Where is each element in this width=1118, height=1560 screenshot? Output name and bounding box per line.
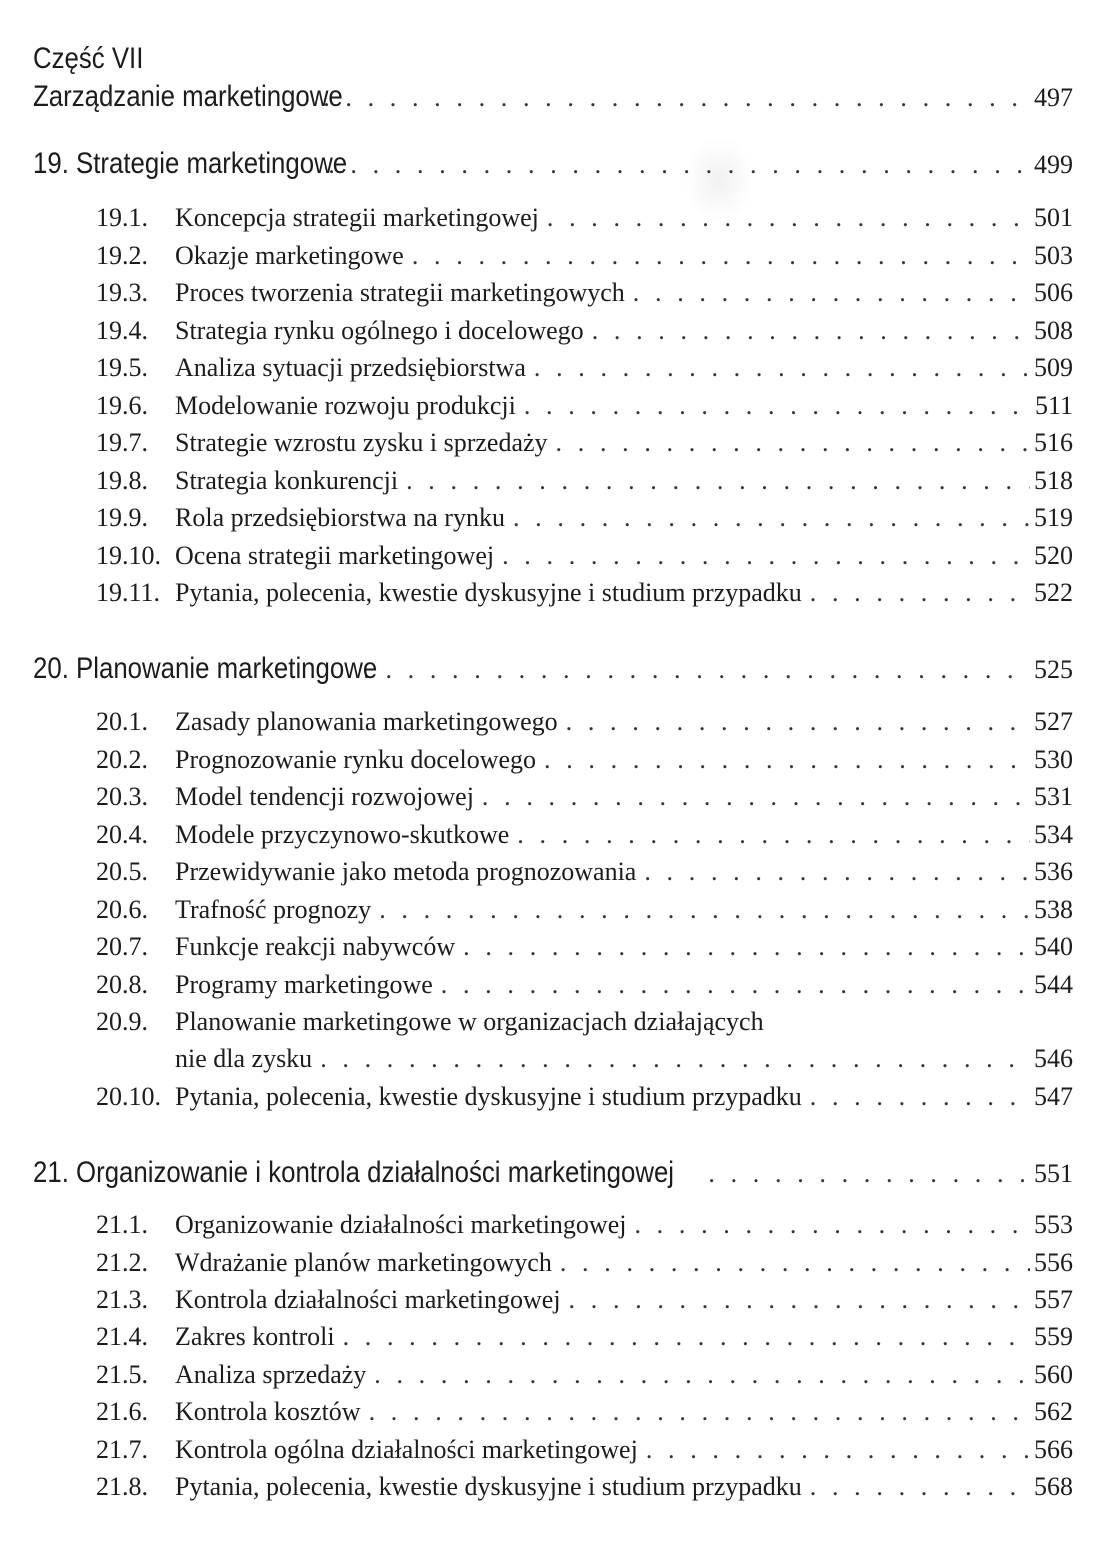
leader-dots xyxy=(569,1285,1030,1315)
leader-dots xyxy=(412,241,1030,271)
section-row-continuation xyxy=(175,1044,1073,1080)
section-row xyxy=(96,1082,1073,1118)
section-title: Strategia rynku ogólnego i docelowego xyxy=(175,316,584,345)
section-title: Zakres kontroli xyxy=(175,1322,335,1351)
section-title: Analiza sytuacji przedsiębiorstwa xyxy=(175,353,526,382)
section-row xyxy=(96,1360,1073,1396)
page-number: 540 xyxy=(1034,932,1073,961)
section-number: 19.10. xyxy=(96,541,161,570)
section-row xyxy=(96,745,1073,781)
page-number: 519 xyxy=(1034,503,1073,532)
chapter-row xyxy=(33,652,1073,692)
section-number: 21.3. xyxy=(96,1285,148,1314)
chapter-title: 21. Organizowanie i kontrola działalności marketingowej xyxy=(33,1156,675,1189)
page-number: 547 xyxy=(1034,1082,1073,1111)
section-number: 19.9. xyxy=(96,503,148,532)
section-title: Rola przedsiębiorstwa na rynku xyxy=(175,503,505,532)
section-number: 20.7. xyxy=(96,932,148,961)
chapter-row xyxy=(33,147,1073,187)
section-title: Zasady planowania marketingowego xyxy=(175,707,558,736)
section-number: 20.9. xyxy=(96,1007,148,1036)
section-title: Pytania, polecenia, kwestie dyskusyjne i studium przypadku xyxy=(175,578,802,607)
section-row xyxy=(96,241,1073,277)
section-row xyxy=(96,503,1073,539)
page-number: 503 xyxy=(1034,241,1073,270)
leader-dots xyxy=(810,1472,1030,1502)
section-number: 21.6. xyxy=(96,1397,148,1426)
page-number: 531 xyxy=(1034,782,1073,811)
page-number: 560 xyxy=(1034,1360,1073,1389)
page-number: 511 xyxy=(1034,391,1073,420)
leader-dots xyxy=(634,1210,1030,1240)
section-number: 19.6. xyxy=(96,391,148,420)
section-title: Strategie wzrostu zysku i sprzedaży xyxy=(175,428,548,457)
section-row xyxy=(96,278,1073,314)
leader-dots xyxy=(544,745,1030,775)
page-number: 546 xyxy=(1034,1044,1073,1073)
leader-dots xyxy=(566,707,1030,737)
page-number: 544 xyxy=(1034,970,1073,999)
leader-dots xyxy=(441,970,1030,1000)
page-number: 522 xyxy=(1034,578,1073,607)
section-title: Prognozowanie rynku docelowego xyxy=(175,745,537,774)
section-row xyxy=(96,466,1073,502)
leader-dots xyxy=(482,782,1030,812)
page-number: 536 xyxy=(1034,857,1073,886)
page-number: 534 xyxy=(1034,820,1073,849)
leader-dots xyxy=(810,578,1030,608)
section-number: 20.4. xyxy=(96,820,148,849)
leader-dots xyxy=(633,278,1030,308)
leader-dots xyxy=(534,353,1030,383)
leader-dots xyxy=(547,203,1030,233)
leader-dots xyxy=(374,1360,1030,1390)
section-row xyxy=(96,1397,1073,1433)
leader-dots xyxy=(556,428,1030,458)
section-row xyxy=(96,857,1073,893)
section-row xyxy=(96,391,1073,427)
leader-dots xyxy=(323,83,1030,113)
leader-dots xyxy=(517,820,1030,850)
section-title: Funkcje reakcji nabywców xyxy=(175,932,456,961)
chapter-title: 19. Strategie marketingowe xyxy=(33,147,348,180)
section-title: Programy marketingowe xyxy=(175,970,433,999)
section-title: Wdrażanie planów marketingowych xyxy=(175,1248,552,1277)
section-row xyxy=(96,782,1073,818)
page-number: 562 xyxy=(1034,1397,1073,1426)
page-number: 538 xyxy=(1034,895,1073,924)
section-title: Kontrola działalności marketingowej xyxy=(175,1285,561,1314)
part-title-row xyxy=(33,80,1073,120)
section-row xyxy=(96,316,1073,352)
section-number: 19.1. xyxy=(96,203,148,232)
leader-dots xyxy=(592,316,1030,346)
page-number: 499 xyxy=(1034,150,1073,179)
section-title: Okazje marketingowe xyxy=(175,241,404,270)
section-row xyxy=(96,1210,1073,1246)
leader-dots xyxy=(708,1159,1030,1189)
section-title: Pytania, polecenia, kwestie dyskusyjne i studium przypadku xyxy=(175,1082,802,1111)
section-title: Pytania, polecenia, kwestie dyskusyjne i studium przypadku xyxy=(175,1472,802,1501)
section-number: 21.1. xyxy=(96,1210,148,1239)
section-title: Planowanie marketingowe w organizacjach działających xyxy=(175,1007,764,1036)
part-title: Zarządzanie marketingowe xyxy=(33,80,343,113)
chapter-row xyxy=(33,1156,1073,1196)
section-title: Modele przyczynowo-skutkowe xyxy=(175,820,510,849)
section-number: 21.8. xyxy=(96,1472,148,1501)
page-number: 559 xyxy=(1034,1322,1073,1351)
section-number: 19.2. xyxy=(96,241,148,270)
section-number: 20.8. xyxy=(96,970,148,999)
section-row xyxy=(96,970,1073,1006)
page-number: 520 xyxy=(1034,541,1073,570)
section-number: 19.3. xyxy=(96,278,148,307)
section-number: 19.7. xyxy=(96,428,148,457)
leader-dots xyxy=(320,1044,1030,1074)
chapter-title: 20. Planowanie marketingowe xyxy=(33,652,378,685)
section-number: 19.11. xyxy=(96,578,161,607)
page-number: 497 xyxy=(1034,83,1073,112)
section-title: Przewidywanie jako metoda prognozowania xyxy=(175,857,637,886)
section-title: Trafność prognozy xyxy=(175,895,372,924)
leader-dots xyxy=(810,1082,1030,1112)
section-title: Ocena strategii marketingowej xyxy=(175,541,495,570)
page-number: 509 xyxy=(1034,353,1073,382)
section-number: 20.1. xyxy=(96,707,148,736)
page-number: 501 xyxy=(1034,203,1073,232)
section-number: 21.4. xyxy=(96,1322,148,1351)
section-row xyxy=(96,1285,1073,1321)
section-title: Model tendencji rozwojowej xyxy=(175,782,474,811)
section-row xyxy=(96,1435,1073,1471)
section-title: Kontrola ogólna działalności marketingowej xyxy=(175,1435,638,1464)
leader-dots xyxy=(343,1322,1030,1352)
leader-dots xyxy=(369,1397,1030,1427)
page-number: 518 xyxy=(1034,466,1073,495)
section-number: 19.5. xyxy=(96,353,148,382)
part-label: Część VII xyxy=(33,42,144,75)
section-row xyxy=(96,1322,1073,1358)
section-row xyxy=(96,578,1073,614)
section-title: Koncepcja strategii marketingowej xyxy=(175,203,539,232)
page-number: 557 xyxy=(1034,1285,1073,1314)
section-title: Modelowanie rozwoju produkcji xyxy=(175,391,516,420)
section-number: 21.5. xyxy=(96,1360,148,1389)
page-number: 566 xyxy=(1034,1435,1073,1464)
page-number: 568 xyxy=(1034,1472,1073,1501)
page-number: 508 xyxy=(1034,316,1073,345)
page-number: 556 xyxy=(1034,1248,1073,1277)
section-title: Strategia konkurencji xyxy=(175,466,399,495)
section-row xyxy=(96,541,1073,577)
leader-dots xyxy=(644,857,1030,887)
section-row xyxy=(96,820,1073,856)
page-number: 516 xyxy=(1034,428,1073,457)
section-row xyxy=(96,353,1073,389)
leader-dots xyxy=(513,503,1030,533)
page-number: 525 xyxy=(1034,655,1073,684)
section-row xyxy=(96,1007,1073,1043)
page-number: 530 xyxy=(1034,745,1073,774)
section-row xyxy=(96,707,1073,743)
section-row xyxy=(96,428,1073,464)
section-number: 19.8. xyxy=(96,466,148,495)
section-number: 19.4. xyxy=(96,316,148,345)
section-number: 20.10. xyxy=(96,1082,161,1111)
section-number: 21.2. xyxy=(96,1248,148,1277)
leader-dots xyxy=(328,150,1030,180)
leader-dots xyxy=(560,1248,1030,1278)
page-number: 553 xyxy=(1034,1210,1073,1239)
section-title: Proces tworzenia strategii marketingowych xyxy=(175,278,625,307)
section-row xyxy=(96,1472,1073,1508)
section-number: 21.7. xyxy=(96,1435,148,1464)
leader-dots xyxy=(463,932,1030,962)
page-number: 506 xyxy=(1034,278,1073,307)
section-title: Kontrola kosztów xyxy=(175,1397,361,1426)
leader-dots xyxy=(406,466,1030,496)
leader-dots xyxy=(646,1435,1030,1465)
page-number: 551 xyxy=(1034,1159,1073,1188)
section-number: 20.2. xyxy=(96,745,148,774)
leader-dots xyxy=(379,895,1030,925)
leader-dots xyxy=(524,391,1031,421)
section-number: 20.3. xyxy=(96,782,148,811)
leader-dots xyxy=(363,655,1030,685)
leader-dots xyxy=(502,541,1030,571)
section-row xyxy=(96,203,1073,239)
section-title: Organizowanie działalności marketingowej xyxy=(175,1210,627,1239)
section-title: Analiza sprzedaży xyxy=(175,1360,367,1389)
section-number: 20.5. xyxy=(96,857,148,886)
page-number: 527 xyxy=(1034,707,1073,736)
section-row xyxy=(96,932,1073,968)
section-title-continuation: nie dla zysku xyxy=(175,1044,313,1073)
section-row xyxy=(96,1248,1073,1284)
section-row xyxy=(96,895,1073,931)
section-number: 20.6. xyxy=(96,895,148,924)
